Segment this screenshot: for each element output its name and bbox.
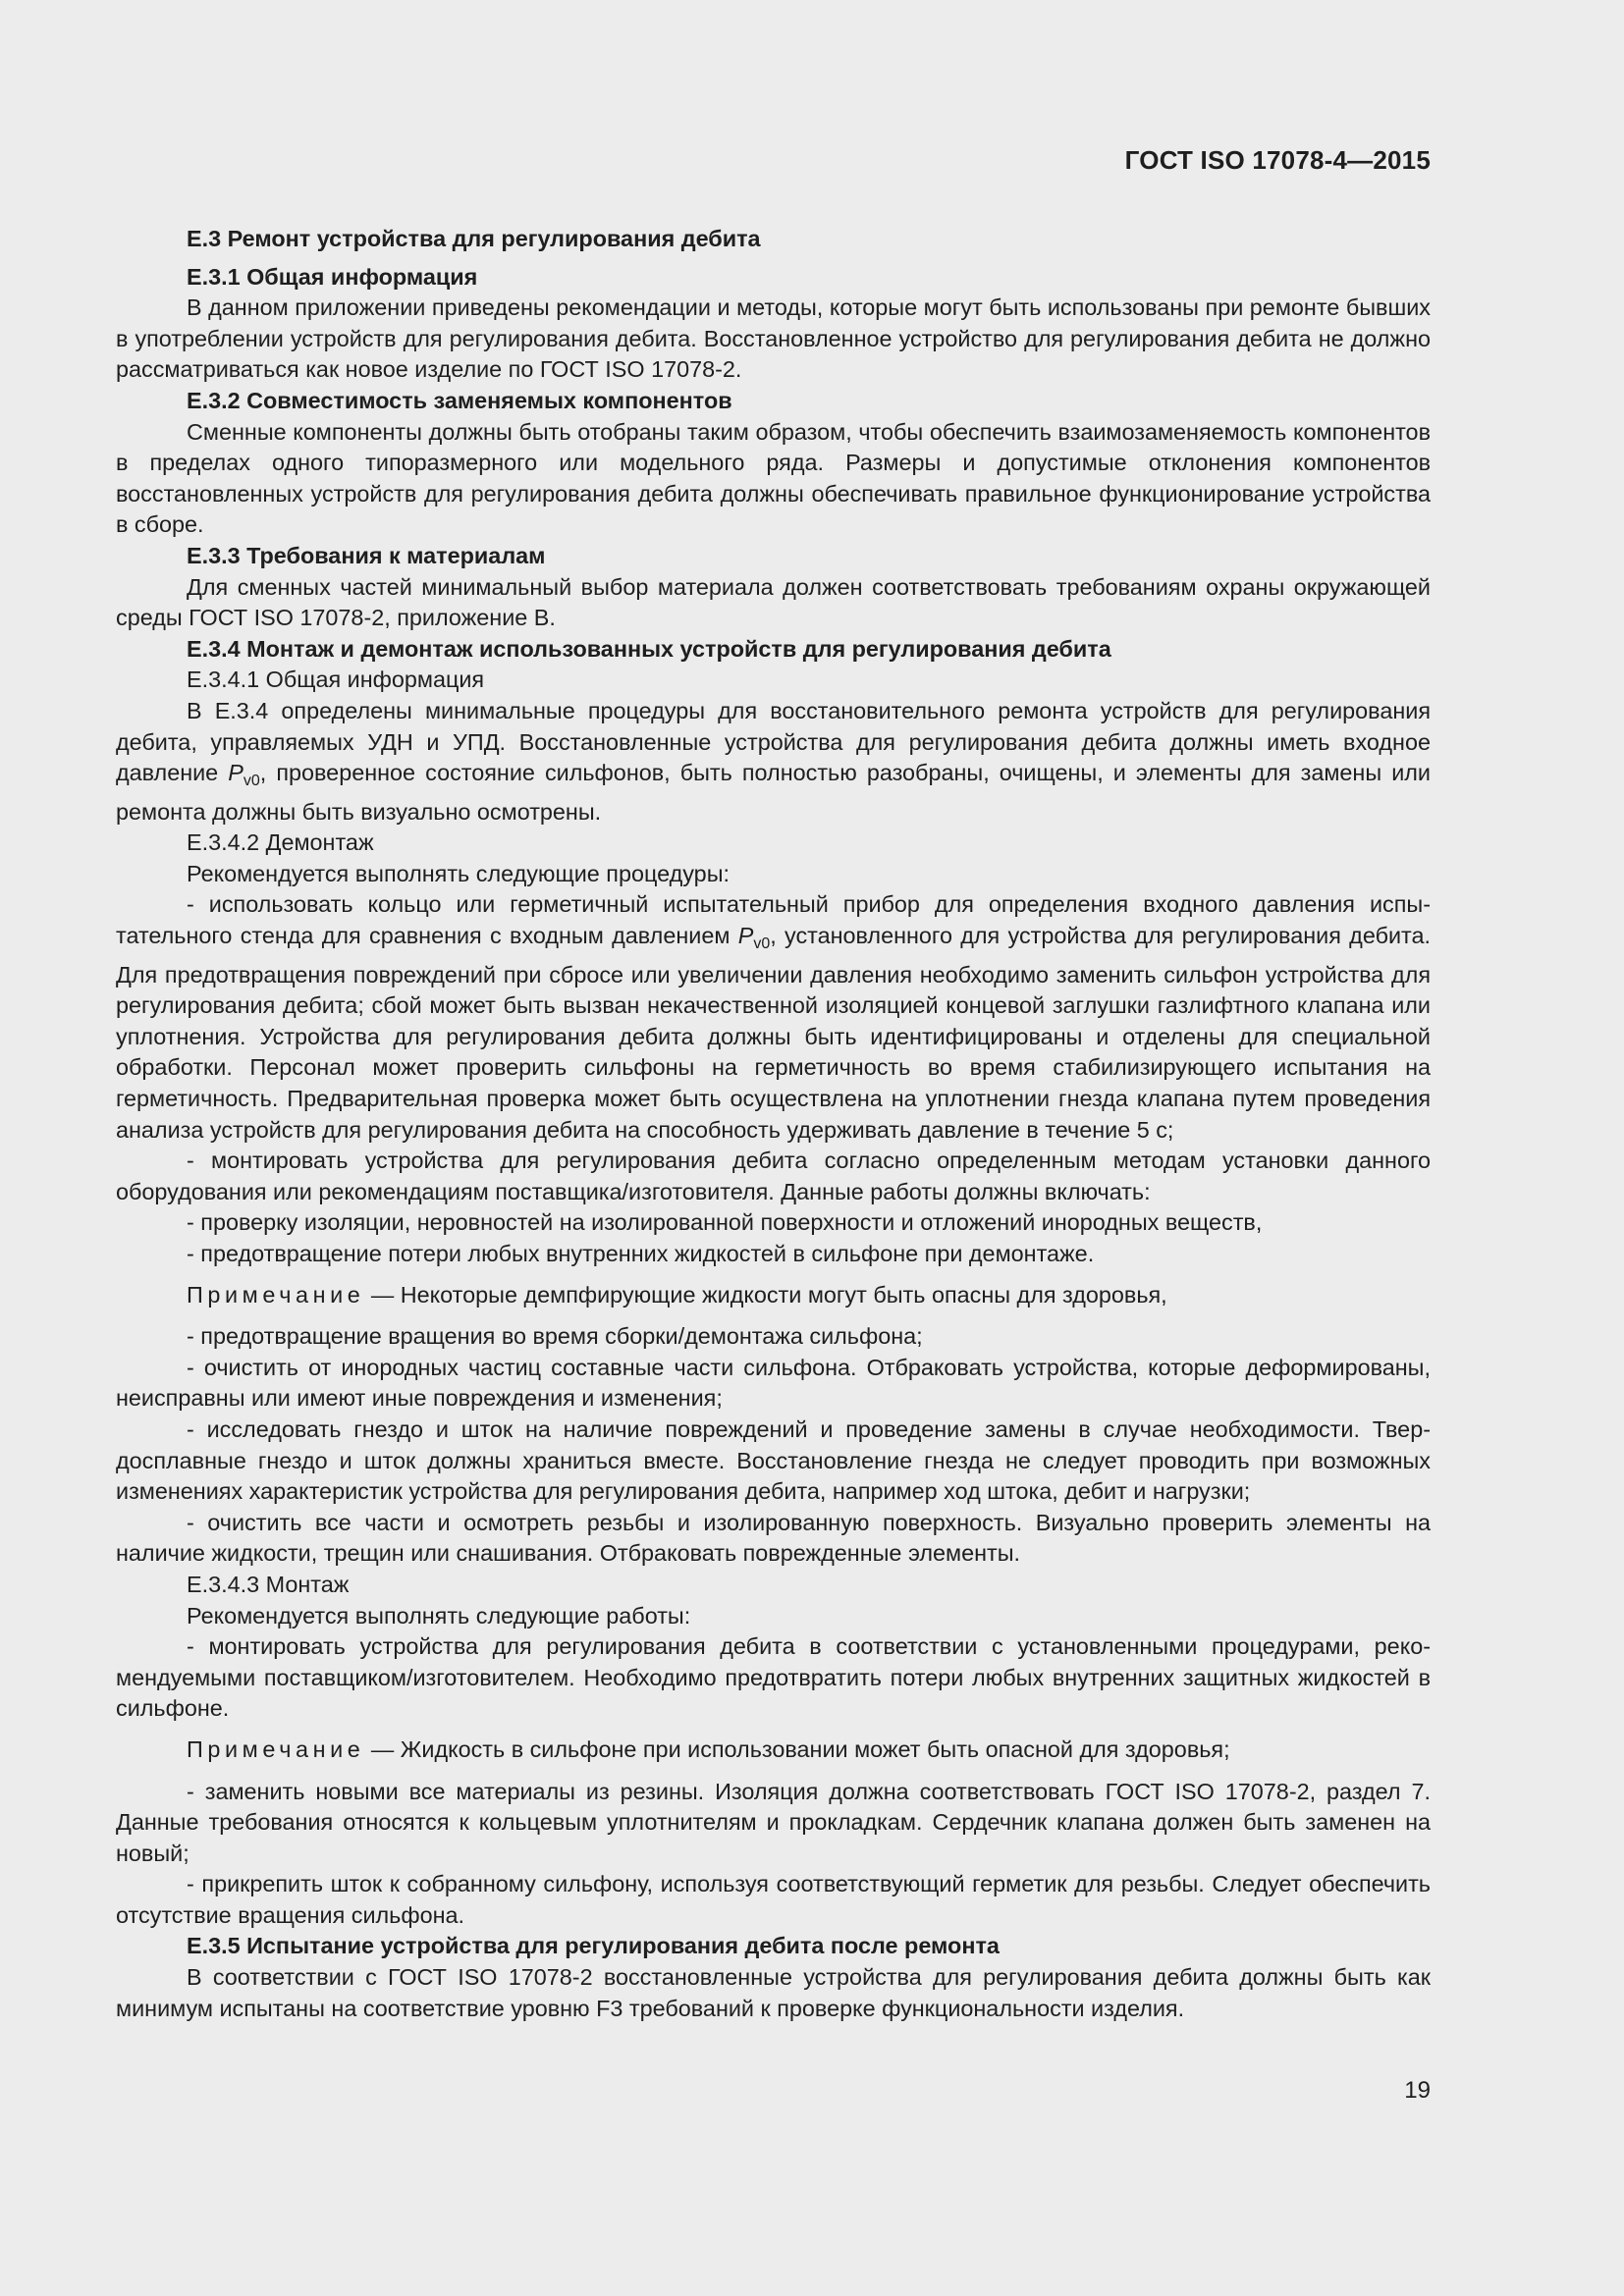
body-paragraph: - монтировать устройства для регулирования дебита в соответствии с установленными процедурами, рекомендуемыми поставщиком/изготовителем. Необходимо предотвратить потери любых внутренних защитных жидкостей в сильфоне. <box>116 1633 1431 1722</box>
pressure-symbol: P <box>228 760 244 786</box>
body-paragraph: - исследовать гнездо и шток на наличие повреждений и проведение замены в случае необходимости. Твердосплавные гнездо и шток должны храниться вместе. Восстановление гнезда не следует проводить при возможных изменениях характеристик устройства для регулирования дебита, например ход штока, дебит и нагрузки; <box>116 1415 1431 1505</box>
body-paragraph: - очистить все части и осмотреть резьбы и изолированную поверхность. Визуально проверить элементы на наличие жидкости, трещин или снашивания. Отбраковать поврежденные элементы. <box>116 1509 1431 1567</box>
note-text: — Жидкость в сильфоне при использовании может быть опасной для здоровья; <box>370 1735 1230 1762</box>
paragraph-text: В Е.3.4 определены минимальные процедуры для восстановительного ремонта устройств для регулирования дебита, управляемых УДН и УПД. Восстановленные устройства для регулирования дебита должны иметь входное давление <box>116 697 1431 786</box>
body-paragraph: - заменить новыми все материалы из резины. Изоляция должна соответствовать ГОСТ ISO 17078-2, раздел 7. Данные требования относятся к кольцевым уплотнителям и прокладкам. Сердечник клапана должен быть заменен на новый; <box>116 1778 1431 1866</box>
body-paragraph: Е.3.4.1 Общая информация <box>187 667 485 693</box>
paragraph-text: , установленного для устройства для регулирования дебита. Для предотвращения повреждений при сбросе или увеличении давления необходимо заменить сильфон устройства для регулирования дебита; сбой может быть вызван некачественной изоляцией концевой заглушки газлифтного клапана или уплотнения. Устройства для регулирования дебита должны быть идентифицированы и отделены для специальной обработки. Персонал может проверить сильфоны на герметичность во время стабилизирующего испытания на герметичность. Предварительная проверка может быть осуществлена на уплотнении гнезда клапана путем проведения анализа устройств для регулирования дебита на способность удерживать давление в течение 5 с; <box>116 923 1431 1143</box>
paragraph-text: , проверенное состояние сильфонов, быть полностью разобраны, очищены, и элементы для замены или ремонта должны быть визуально осмотрены. <box>116 760 1431 825</box>
note-label: Примечание <box>187 1735 365 1762</box>
section-heading: Е.3.4 Монтаж и демонтаж использованных устройств для регулирования дебита <box>187 635 1111 662</box>
body-paragraph <box>116 696 1431 828</box>
body-paragraph: Сменные компоненты должны быть отобраны таким образом, чтобы обеспечить взаимозаменяемость компонентов в пределах одного типоразмерного или модельного ряда. Размеры и допустимые отклонения компонентов восстановленных устройств для регулирования дебита должны обеспечивать правильное функционирование устройства в сборе. <box>116 418 1431 538</box>
document-header: ГОСТ ISO 17078-4—2015 <box>1124 145 1431 175</box>
pressure-symbol: P <box>737 923 754 949</box>
section-heading: Е.3.3 Требования к материалам <box>187 542 546 568</box>
body-paragraph: Рекомендуется выполнять следующие процедуры: <box>187 860 731 886</box>
section-heading: Е.3.5 Испытание устройства для регулирования дебита после ремонта <box>187 1933 1000 1959</box>
section-heading: Е.3.2 Совместимость заменяемых компонентов <box>187 387 732 413</box>
body-paragraph: В данном приложении приведены рекомендации и методы, которые могут быть использованы при ремонте бывших в употреблении устройств для регулирования дебита. Восстановленное устройство для регулирования дебита не должно рассматриваться как новое изделие по ГОСТ ISO 17078-2. <box>116 294 1431 383</box>
body-paragraph: Е.3.4.2 Демонтаж <box>187 829 374 856</box>
note-paragraph <box>116 1280 1431 1311</box>
body-paragraph: - предотвращение вращения во время сборки/демонтажа сильфона; <box>187 1323 923 1350</box>
pressure-subscript: v0 <box>243 773 260 790</box>
paragraph-text: - использовать кольцо или герметичный испытательный прибор для определения входного давления испытательного стенда для сравнения с входным давлением <box>116 891 1431 949</box>
body-paragraph: Е.3.4.3 Монтаж <box>187 1571 350 1597</box>
section-heading: Е.3.1 Общая информация <box>187 263 478 290</box>
body-paragraph: - проверку изоляции, неровностей на изолированной поверхности и отложений инородных веществ, <box>187 1209 1263 1236</box>
note-text: — Некоторые демпфирующие жидкости могут быть опасны для здоровья, <box>370 1281 1167 1308</box>
body-paragraph: - монтировать устройства для регулирования дебита согласно определенным методам установки данного оборудования или рекомендациям поставщика/изготовителя. Данные работы должны включать: <box>116 1148 1431 1204</box>
document-body <box>116 224 1431 2024</box>
body-paragraph: - очистить от инородных частиц составные части сильфона. Отбраковать устройства, которые деформированы, неисправны или имеют иные повреждения и изменения; <box>116 1354 1431 1412</box>
page-number: 19 <box>1404 2077 1431 2104</box>
body-paragraph: Рекомендуется выполнять следующие работы: <box>187 1602 691 1629</box>
note-label: Примечание <box>187 1281 365 1308</box>
body-paragraph: - предотвращение потери любых внутренних жидкостей в сильфоне при демонтаже. <box>187 1241 1095 1266</box>
body-paragraph: Для сменных частей минимальный выбор материала должен соответствовать требованиям охраны окружающей среды ГОСТ ISO 17078-2, приложение В. <box>116 573 1431 631</box>
body-paragraph <box>116 889 1431 1146</box>
note-paragraph <box>116 1735 1431 1766</box>
body-paragraph: - прикрепить шток к собранному сильфону, используя соответствующий герметик для резьбы. Следует обеспечить отсутствие вращения сильфона. <box>116 1871 1431 1928</box>
body-paragraph: В соответствии с ГОСТ ISO 17078-2 восстановленные устройства для регулирования дебита должны быть как минимум испытаны на соответствие уровню F3 требований к проверке функциональности изделия. <box>116 1964 1431 2021</box>
pressure-subscript: v0 <box>753 935 771 953</box>
section-heading: Е.3 Ремонт устройства для регулирования дебита <box>187 226 761 251</box>
